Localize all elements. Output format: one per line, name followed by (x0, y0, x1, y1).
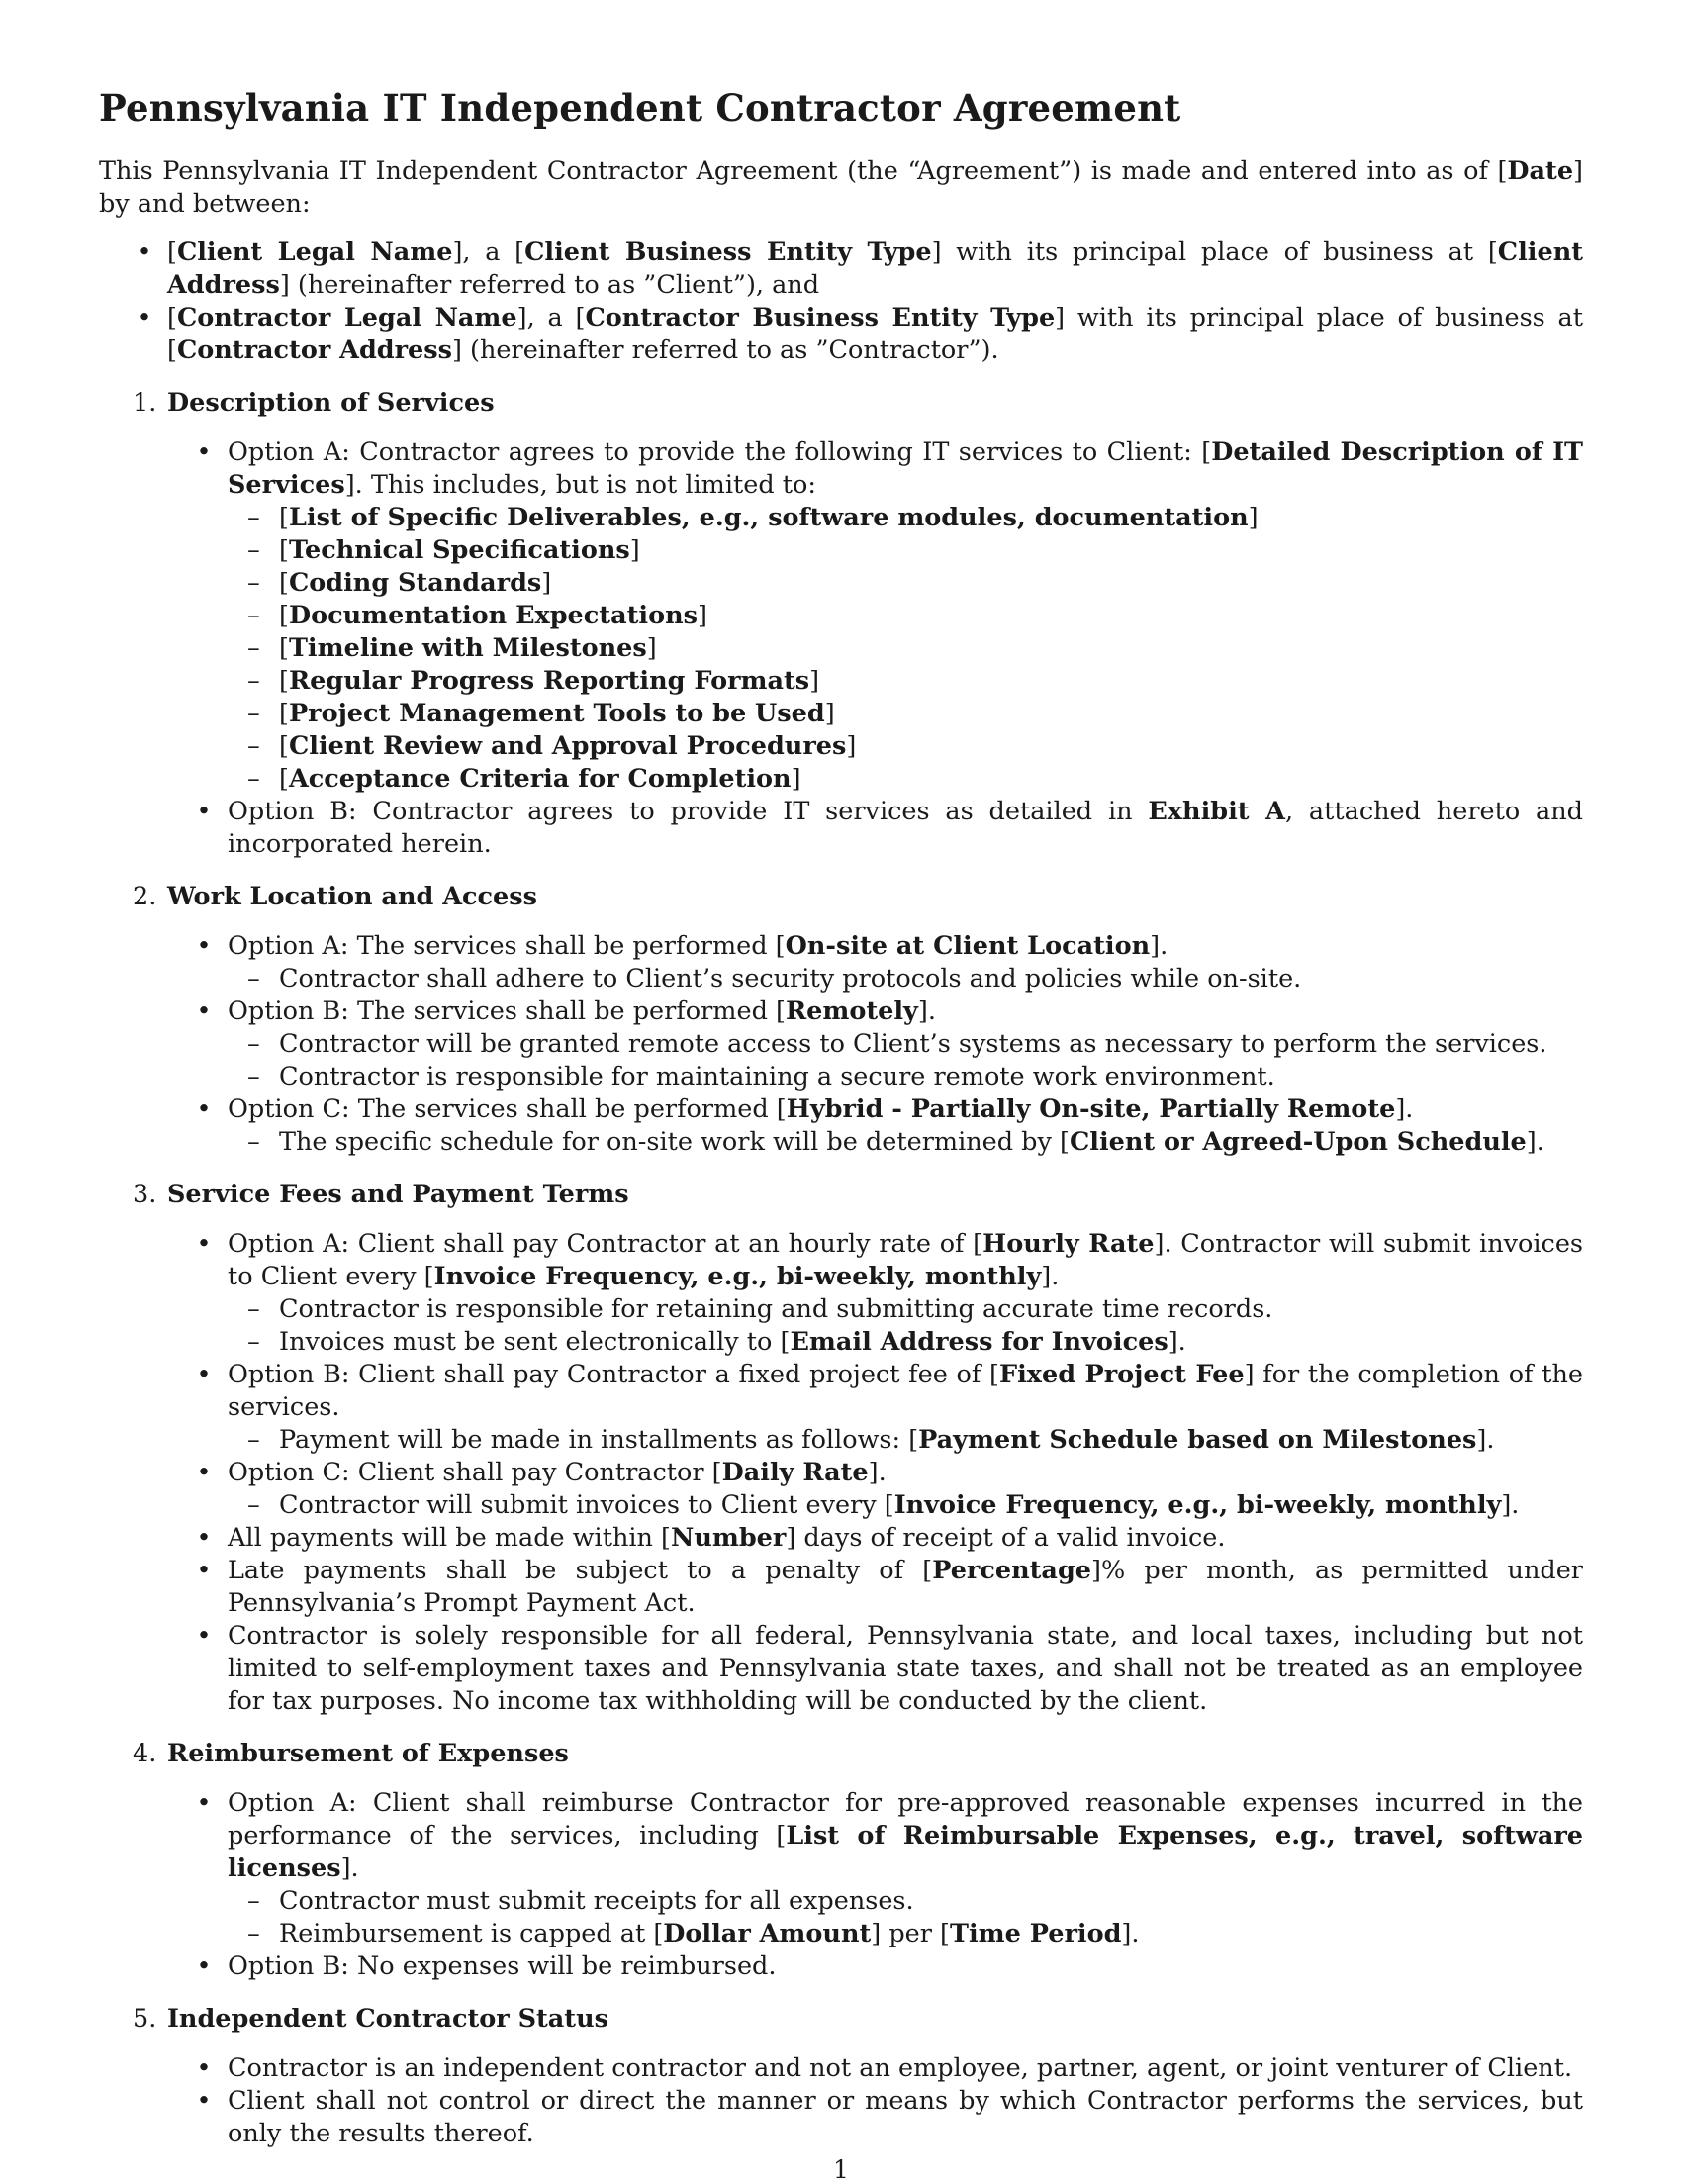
text: Contractor is an independent contractor and not an employee, partner, agent, or joint venturer of Client. (228, 2053, 1573, 2083)
section-number: 5. (133, 2004, 157, 2034)
text: ] for the completion of the services. (228, 1360, 1583, 1422)
text: Option A: Client shall reimburse Contractor for pre-approved reasonable expenses incurred in the performance of the services, including [ (228, 1788, 1583, 1851)
placeholder: Invoice Frequency, e.g., bi-weekly, monthly (893, 1490, 1502, 1520)
text: Contractor is solely responsible for all federal, Pennsylvania state, and local taxes, including but not limited to self-employment taxes and Pennsylvania state taxes, and shall not be treated as an employee for tax purposes. No income tax withholding will be conducted by the client. (228, 1621, 1583, 1716)
dash-icon: – (247, 1294, 260, 1324)
document-page (99, 85, 1583, 2170)
bullet-icon: • (196, 997, 212, 1026)
option-item (99, 1093, 1583, 1159)
sub-item: – [Timeline with Milestones] (247, 633, 657, 663)
placeholder: Percentage (932, 1556, 1092, 1585)
sub-item: – [Project Management Tools to be Used] (247, 699, 835, 728)
date-placeholder: Date (1507, 156, 1574, 186)
placeholder: Exhibit A (1148, 797, 1285, 826)
placeholder: Timeline with Milestones (288, 633, 647, 663)
dash-icon: – (247, 1327, 260, 1357)
sub-item (99, 1918, 1583, 1950)
placeholder: Client or Agreed-Upon Schedule (1069, 1127, 1527, 1157)
bullet-icon: • (196, 2086, 212, 2116)
text: ] (hereinafter referred to as ”Contractor”). (451, 335, 999, 365)
tax-item (99, 1620, 1583, 1718)
option-item (99, 796, 1583, 861)
sub-list (228, 1885, 1583, 1950)
placeholder: Acceptance Criteria for Completion (288, 764, 792, 794)
placeholder: Contractor Business Entity Type (585, 303, 1056, 332)
sub-list (228, 963, 1583, 996)
sub-list (228, 1489, 1583, 1522)
placeholder: Contractor Address (176, 335, 452, 365)
text: ] with its principal place of business at [ (167, 303, 1583, 365)
dash-icon: – (247, 601, 260, 630)
options-list (99, 2052, 1583, 2150)
text: All payments will be made within [ (228, 1523, 672, 1553)
option-item (99, 436, 1583, 796)
text: ]. (340, 1853, 359, 1883)
dash-icon: – (247, 764, 260, 794)
bullet-icon: • (137, 303, 152, 332)
text: Invoices must be sent electronically to [ (279, 1327, 791, 1357)
text: Option B: The services shall be performed [ (228, 997, 786, 1026)
bullet-icon: • (196, 797, 212, 826)
text: ] with its principal place of business at [ (931, 237, 1498, 267)
section-heading (99, 881, 1583, 913)
bullet-icon: • (196, 1229, 212, 1259)
text: ]% per month, as permitted under Pennsylvania’s Prompt Payment Act. (228, 1556, 1583, 1618)
text: Option A: Client shall pay Contractor at an hourly rate of [ (228, 1229, 983, 1259)
text: [ (167, 303, 177, 332)
text: Option B: No expenses will be reimbursed. (228, 1951, 777, 1981)
placeholder: Contractor Legal Name (176, 303, 517, 332)
text: ]. This includes, but is not limited to: (344, 470, 816, 500)
section-heading (99, 387, 1583, 420)
text: Contractor will be granted remote access to Client’s systems as necessary to perform the services. (279, 1029, 1547, 1059)
dash-icon: – (247, 1127, 260, 1157)
text: ]. (1150, 931, 1168, 961)
sub-item (99, 1126, 1583, 1159)
sub-item: – [Coding Standards] (247, 568, 552, 598)
placeholder: Client Legal Name (176, 237, 453, 267)
text: Option C: Client shall pay Contractor [ (228, 1458, 722, 1487)
section-independent-contractor-status (99, 2003, 1583, 2150)
options-list (99, 930, 1583, 1159)
sub-item (99, 1885, 1583, 1918)
placeholder: Daily Rate (721, 1458, 869, 1487)
option-item (99, 1359, 1583, 1457)
dash-icon: – (247, 1425, 260, 1455)
dash-icon: – (247, 503, 260, 532)
bullet-icon: • (196, 1523, 212, 1553)
placeholder: Regular Progress Reporting Formats (288, 666, 810, 696)
sub-list (228, 502, 1583, 796)
dash-icon: – (247, 1029, 260, 1059)
dash-icon: – (247, 1886, 260, 1916)
text: , attached hereto and incorporated herein. (228, 797, 1583, 859)
option-item (99, 1950, 1583, 1983)
dash-icon: – (247, 1919, 260, 1948)
option-item (99, 1228, 1583, 1359)
bullet-icon: • (196, 1094, 212, 1124)
text: ]. Contractor will submit invoices to Client every [ (228, 1229, 1584, 1291)
text: Option A: Contractor agrees to provide the following IT services to Client: [ (228, 437, 1212, 467)
options-list (99, 1787, 1583, 1983)
section-work-location (99, 881, 1583, 1159)
sub-list (228, 1293, 1583, 1359)
section-title: Work Location and Access (167, 882, 537, 911)
placeholder: Fixed Project Fee (998, 1360, 1245, 1389)
sub-item (99, 1061, 1583, 1093)
options-list (99, 436, 1583, 861)
page-number: 1 (833, 2155, 849, 2184)
status-item (99, 2052, 1583, 2085)
text: Option B: Contractor agrees to provide IT services as detailed in (228, 797, 1149, 826)
dash-icon: – (247, 731, 260, 761)
bullet-icon: • (137, 237, 152, 267)
text: ]. (1041, 1262, 1060, 1291)
placeholder: Client Business Entity Type (524, 237, 932, 267)
placeholder: Payment Schedule based on Milestones (918, 1425, 1477, 1455)
sub-item (99, 1293, 1583, 1326)
placeholder: List of Specific Deliverables, e.g., software modules, documentation (288, 503, 1249, 532)
text: ]. (1476, 1425, 1495, 1455)
placeholder: Invoice Frequency, e.g., bi-weekly, monthly (433, 1262, 1042, 1291)
bullet-icon: • (196, 2053, 212, 2083)
text: Option A: The services shall be performed [ (228, 931, 786, 961)
section-reimbursement (99, 1738, 1583, 1983)
text: [ (167, 237, 177, 267)
text: ] days of receipt of a valid invoice. (786, 1523, 1226, 1553)
bullet-icon: • (196, 1788, 212, 1818)
section-number: 3. (133, 1180, 157, 1209)
bullet-icon: • (196, 1951, 212, 1981)
sub-item (99, 1326, 1583, 1359)
text: Contractor is responsible for retaining and submitting accurate time records. (279, 1294, 1273, 1324)
dash-icon: – (247, 964, 260, 994)
bullet-icon: • (196, 931, 212, 961)
sub-list (228, 1126, 1583, 1159)
sub-item (99, 1424, 1583, 1457)
section-number: 4. (133, 1739, 157, 1768)
text: The specific schedule for on-site work will be determined by [ (279, 1127, 1070, 1157)
section-title: Independent Contractor Status (167, 2004, 608, 2034)
section-number: 2. (133, 882, 157, 911)
placeholder: Hourly Rate (982, 1229, 1155, 1259)
sub-item: – [Technical Specifications] (247, 535, 640, 565)
placeholder: List of Reimbursable Expenses, e.g., travel, software licenses (228, 1821, 1584, 1883)
section-heading (99, 2003, 1583, 2036)
sub-item (99, 1489, 1583, 1522)
placeholder: Dollar Amount (663, 1919, 872, 1948)
section-number: 1. (133, 388, 157, 418)
sub-item: – [Documentation Expectations] (247, 601, 707, 630)
options-list (99, 1228, 1583, 1718)
placeholder: Coding Standards (288, 568, 542, 598)
bullet-icon: • (196, 1360, 212, 1389)
sub-item (99, 963, 1583, 996)
intro-paragraph (99, 155, 1583, 221)
client-party (99, 237, 1583, 302)
contractor-party (99, 302, 1583, 367)
intro-text: This Pennsylvania IT Independent Contractor Agreement (the “Agreement”) is made and entered into as of [ (99, 156, 1508, 186)
document-title: Pennsylvania IT Independent Contractor Agreement (99, 86, 1181, 130)
dash-icon: – (247, 699, 260, 728)
section-title: Reimbursement of Expenses (167, 1739, 569, 1768)
placeholder: Documentation Expectations (288, 601, 698, 630)
section-title: Description of Services (167, 388, 495, 418)
late-payment-item (99, 1555, 1583, 1620)
option-item (99, 930, 1583, 996)
bullet-icon: • (196, 1621, 212, 1651)
placeholder: Project Management Tools to be Used (288, 699, 825, 728)
text: Reimbursement is capped at [ (279, 1919, 664, 1948)
sections-list (99, 387, 1583, 2150)
placeholder: Detailed Description of IT Services (228, 437, 1583, 500)
text: Option C: The services shall be performed [ (228, 1094, 787, 1124)
placeholder: Client Review and Approval Procedures (288, 731, 847, 761)
text: Client shall not control or direct the manner or means by which Contractor performs the services, but only the results thereof. (228, 2086, 1583, 2148)
bullet-icon: • (196, 437, 212, 467)
option-item (99, 1457, 1583, 1522)
section-title: Service Fees and Payment Terms (167, 1180, 629, 1209)
placeholder: On-site at Client Location (785, 931, 1151, 961)
placeholder: Remotely (785, 997, 918, 1026)
text: Contractor will submit invoices to Client every [ (279, 1490, 894, 1520)
sub-item (99, 1028, 1583, 1061)
text: Payment will be made in installments as follows: [ (279, 1425, 919, 1455)
text: ]. (1121, 1919, 1140, 1948)
text: ] (hereinafter referred to as ”Client”), and (279, 270, 820, 300)
text: ]. (868, 1458, 887, 1487)
bullet-icon: • (196, 1556, 212, 1585)
sub-list (228, 1028, 1583, 1093)
section-heading (99, 1738, 1583, 1770)
section-heading (99, 1179, 1583, 1211)
sub-item: – [List of Specific Deliverables, e.g., software modules, documentation] (247, 503, 1259, 532)
dash-icon: – (247, 666, 260, 696)
placeholder: Time Period (949, 1919, 1122, 1948)
text: ]. (1501, 1490, 1520, 1520)
text: ]. (1168, 1327, 1186, 1357)
status-item (99, 2085, 1583, 2150)
text: ]. (1526, 1127, 1544, 1157)
dash-icon: – (247, 1490, 260, 1520)
parties-list (99, 237, 1583, 367)
dash-icon: – (247, 1062, 260, 1092)
bullet-icon: • (196, 1458, 212, 1487)
text: ]. (917, 997, 936, 1026)
section-service-fees (99, 1179, 1583, 1718)
text: Contractor must submit receipts for all expenses. (279, 1886, 914, 1916)
text: ], a [ (452, 237, 525, 267)
text: ]. (1395, 1094, 1414, 1124)
sub-item: – [Client Review and Approval Procedures] (247, 731, 857, 761)
text: ] per [ (871, 1919, 950, 1948)
sub-list (228, 1424, 1583, 1457)
text: Contractor shall adhere to Client’s security protocols and policies while on-site. (279, 964, 1302, 994)
placeholder: Technical Specifications (288, 535, 630, 565)
sub-item: – [Regular Progress Reporting Formats] (247, 666, 820, 696)
text: Option B: Client shall pay Contractor a fixed project fee of [ (228, 1360, 999, 1389)
sub-item: – [Acceptance Criteria for Completion] (247, 764, 801, 794)
option-item (99, 1787, 1583, 1950)
dash-icon: – (247, 568, 260, 598)
placeholder: Hybrid - Partially On-site, Partially Remote (786, 1094, 1396, 1124)
dash-icon: – (247, 633, 260, 663)
section-description-of-services (99, 387, 1583, 861)
intro-text: ] by and between: (99, 156, 1583, 219)
payment-term-item (99, 1522, 1583, 1555)
dash-icon: – (247, 535, 260, 565)
option-item (99, 996, 1583, 1093)
text: Contractor is responsible for maintaining a secure remote work environment. (279, 1062, 1275, 1092)
text: ], a [ (516, 303, 586, 332)
placeholder: Email Address for Invoices (790, 1327, 1168, 1357)
text: Late payments shall be subject to a penalty of [ (228, 1556, 933, 1585)
placeholder: Client Address (167, 237, 1584, 300)
placeholder: Number (671, 1523, 787, 1553)
